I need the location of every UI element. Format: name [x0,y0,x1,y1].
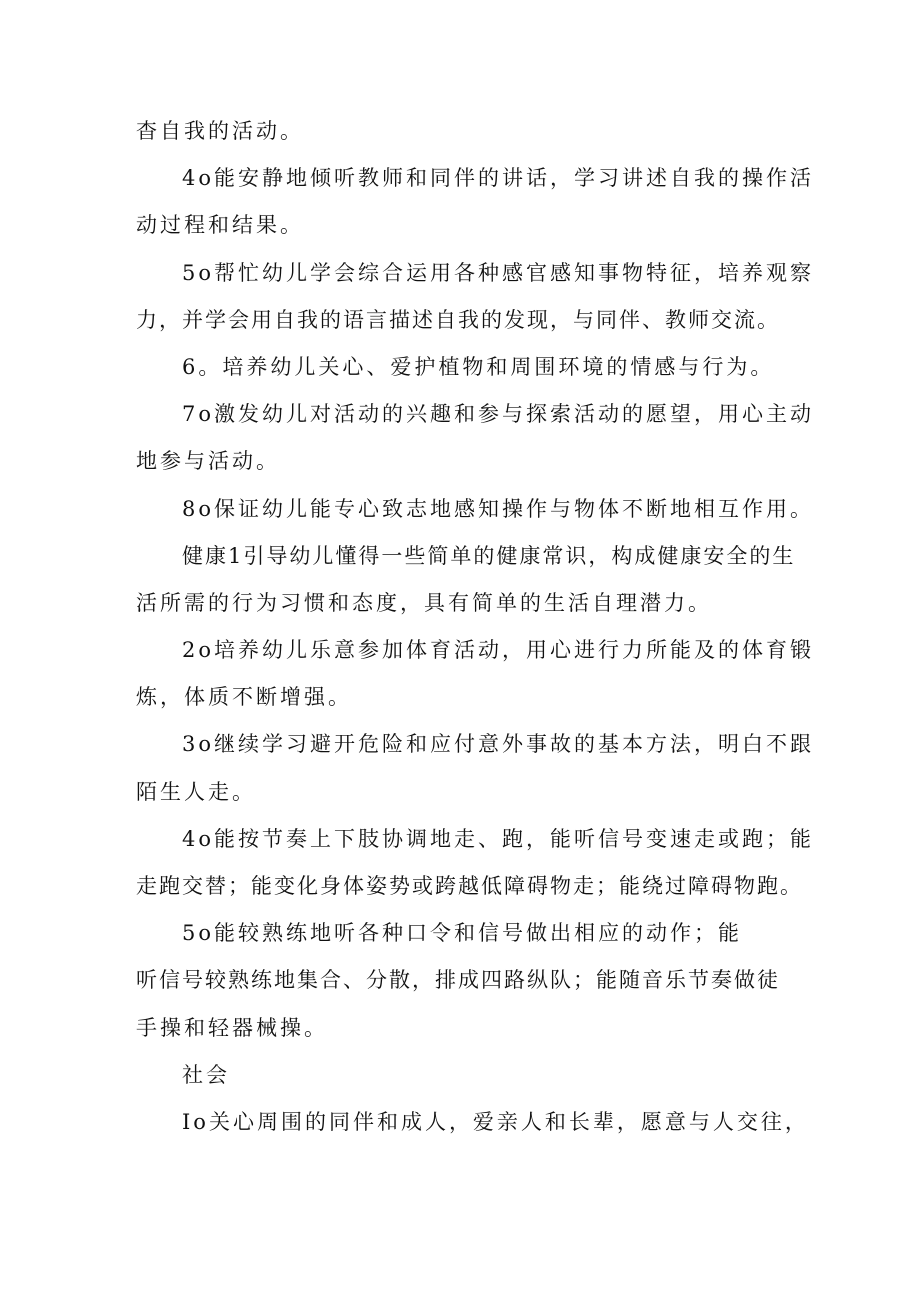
text-line: 陌生人走。 [136,779,256,804]
text-line: 地参与活动。 [136,449,280,474]
document-body [136,108,815,1146]
text-line: 3o继续学习避开危险和应付意外事故的基本方法，明白不跟 [182,732,815,757]
text-line: 炼，体质不断增强。 [136,685,352,710]
text-line: 6。培养幼儿关心、爱护植物和周围环境的情感与行为。 [182,354,775,379]
text-line: 8o保证幼儿能专心致志地感知操作与物体不断地相互作用。 [182,496,815,521]
section-heading: 社会 [182,1062,230,1087]
text-line: 5o帮忙幼儿学会综合运用各种感官感知事物特征，培养观察 [182,260,815,285]
text-line: 走跑交替；能变化身体姿势或跨越低障碍物走；能绕过障碍物跑。 [136,874,803,898]
text-line: 听信号较熟练地集合、分散，排成四路纵队；能随音乐节奏做徒 [136,968,780,993]
text-line: 2o培养幼儿乐意参加体育活动，用心进行力所能及的体育锻 [182,638,815,663]
text-line: 5o能较熟练地听各种口令和信号做出相应的动作；能 [182,921,743,946]
text-line: 力，并学会用自我的语言描述自我的发现，与同伴、教师交流。 [136,307,780,332]
text-line: 7o激发幼儿对活动的兴趣和参与探索活动的愿望，用心主动 [182,402,815,427]
text-line: 动过程和结果。 [136,213,304,238]
text-line: 4o能安静地倾听教师和同伴的讲话，学习讲述自我的操作活 [182,166,815,191]
text-line: 杳自我的活动。 [136,119,304,143]
text-line: 健康1引导幼儿懂得一些简单的健康常识，构成健康安全的生 [182,543,796,568]
text-line: 手操和轻器械操。 [136,1015,328,1040]
text-line: 活所需的行为习惯和态度，具有简单的生活自理潜力。 [136,590,712,615]
text-line: 4o能按节奏上下肢协调地走、跑，能听信号变速走或跑；能 [182,826,815,851]
text-line: Io关心周围的同伴和成人，爱亲人和长辈，愿意与人交往， [182,1109,809,1134]
